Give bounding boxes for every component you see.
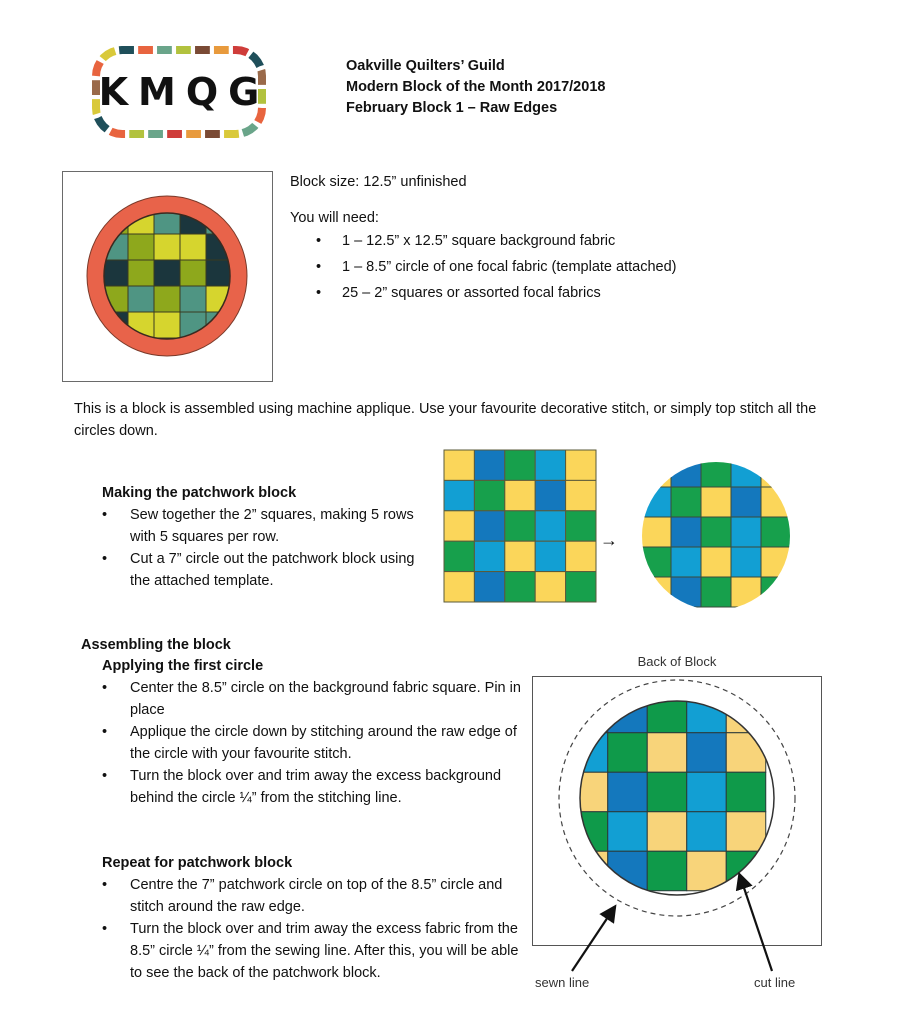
applying-title: Applying the first circle xyxy=(102,658,264,674)
repeat-steps xyxy=(102,874,522,984)
patch-square xyxy=(671,547,701,577)
patch-square xyxy=(505,511,535,541)
assembling-title: Assembling the block xyxy=(81,637,231,653)
patch-square xyxy=(701,487,731,517)
patch-square xyxy=(444,480,474,510)
finished-block-image xyxy=(62,171,273,382)
bullet-icon: • xyxy=(102,724,108,740)
patch-square xyxy=(726,693,766,733)
patch-square xyxy=(701,461,731,487)
patch-square xyxy=(671,461,701,487)
document-header xyxy=(346,56,605,119)
patch-square xyxy=(535,511,565,541)
patch-grid xyxy=(444,450,596,602)
patch-square xyxy=(568,693,608,733)
program-title: Modern Block of the Month 2017/2018 xyxy=(346,79,606,95)
materials-list xyxy=(290,228,676,306)
patch-square xyxy=(726,733,766,773)
making-title: Making the patchwork block xyxy=(102,485,297,501)
patch-square xyxy=(671,517,701,547)
bullet-icon: • xyxy=(316,285,322,301)
patch-square xyxy=(474,511,504,541)
bullet-icon: • xyxy=(102,507,108,523)
patch-square xyxy=(474,541,504,571)
bullet-icon: • xyxy=(102,877,108,893)
patch-square xyxy=(687,733,727,773)
repeat-section xyxy=(102,853,522,984)
finished-block-illustration xyxy=(63,172,271,380)
materials-item: • 25 – 2” squares or assorted focal fabrics xyxy=(290,280,676,306)
patch-square xyxy=(761,517,791,547)
patch-square xyxy=(641,547,671,577)
patch-square xyxy=(761,577,791,607)
patch-square xyxy=(701,517,731,547)
patch-square xyxy=(154,312,180,338)
back-of-block-diagram xyxy=(532,676,822,1016)
patch-square xyxy=(505,450,535,480)
step-item: • Turn the block over and trim away the excess background behind the circle ¼” from the stitching line. xyxy=(102,765,522,809)
patch-square xyxy=(566,541,596,571)
repeat-title: Repeat for patchwork block xyxy=(102,855,293,871)
patch-square xyxy=(505,541,535,571)
patch-square xyxy=(566,450,596,480)
patch-square xyxy=(566,572,596,602)
patchwork-circle-diagram xyxy=(641,461,791,611)
patch-square xyxy=(726,772,766,812)
patch-square xyxy=(474,450,504,480)
patch-square xyxy=(568,772,608,812)
patch-square xyxy=(726,851,766,891)
patch-square xyxy=(444,541,474,571)
patch-square xyxy=(731,517,761,547)
patch-grid xyxy=(641,461,791,607)
step-item: • Center the 8.5” circle on the background fabric square. Pin in place xyxy=(102,677,522,721)
bullet-icon: • xyxy=(102,680,108,696)
patch-square xyxy=(647,851,687,891)
patch-square xyxy=(128,286,154,312)
patch-square xyxy=(608,772,648,812)
bullet-icon: • xyxy=(316,233,322,249)
patch-square xyxy=(701,577,731,607)
patch-square xyxy=(726,812,766,852)
patch-square xyxy=(761,461,791,487)
patch-square xyxy=(474,480,504,510)
patch-square xyxy=(671,487,701,517)
arrow-right-icon: → xyxy=(600,530,618,550)
patch-square xyxy=(641,461,671,487)
patch-square xyxy=(731,577,761,607)
patch-square xyxy=(535,450,565,480)
patch-square xyxy=(566,511,596,541)
patch-square xyxy=(444,572,474,602)
step-item: • Cut a 7” circle out the patchwork block using the attached template. xyxy=(102,548,422,592)
patch-square xyxy=(701,547,731,577)
patch-square xyxy=(535,480,565,510)
block-size: Block size: 12.5” unfinished xyxy=(290,174,467,190)
patch-square xyxy=(128,234,154,260)
requirements xyxy=(290,172,676,306)
you-will-need-label: You will need: xyxy=(290,210,379,226)
bullet-icon: • xyxy=(316,259,322,275)
materials-item: • 1 – 8.5” circle of one focal fabric (template attached) xyxy=(290,254,676,280)
block-title: February Block 1 – Raw Edges xyxy=(346,100,558,116)
patch-square xyxy=(608,733,648,773)
patch-square xyxy=(608,812,648,852)
patch-square xyxy=(180,260,206,286)
sewn-line-arrow xyxy=(572,908,614,971)
bullet-icon: • xyxy=(102,768,108,784)
bullet-icon: • xyxy=(102,921,108,937)
patch-square xyxy=(608,693,648,733)
patch-square xyxy=(474,572,504,602)
applying-section xyxy=(102,656,522,809)
patch-square xyxy=(687,812,727,852)
step-item: • Turn the block over and trim away the excess fabric from the 8.5” circle ¼” from the sewing line. After this, you will be able to see the back of the patchwork block. xyxy=(102,918,522,984)
cut-line-label: cut line xyxy=(754,975,796,990)
patch-square xyxy=(535,541,565,571)
step-item: • Applique the circle down by stitching around the raw edge of the circle with your favourite stitch. xyxy=(102,721,522,765)
patch-grid xyxy=(568,693,766,891)
patch-square xyxy=(731,461,761,487)
sewn-line-label: sewn line xyxy=(535,975,590,990)
making-steps xyxy=(102,504,422,592)
patch-square xyxy=(128,260,154,286)
patch-square xyxy=(687,693,727,733)
patch-square xyxy=(647,733,687,773)
patch-square xyxy=(761,547,791,577)
patch-square xyxy=(154,260,180,286)
patch-square xyxy=(641,577,671,607)
materials-item: • 1 – 12.5” x 12.5” square background fabric xyxy=(290,228,676,254)
patch-square xyxy=(641,517,671,547)
step-item: • Centre the 7” patchwork circle on top of the 8.5” circle and stitch around the raw edge. xyxy=(102,874,522,918)
intro-paragraph: This is a block is assembled using machine applique. Use your favourite decorative stitch, or simply top stitch all the circles down. xyxy=(74,401,817,439)
patch-square xyxy=(671,577,701,607)
patch-square xyxy=(505,480,535,510)
cut-line-arrow xyxy=(740,876,772,971)
kmqg-logo-text: KMQG xyxy=(98,70,270,114)
patch-square xyxy=(444,511,474,541)
patch-square xyxy=(444,450,474,480)
patch-square xyxy=(154,286,180,312)
applying-steps xyxy=(102,677,522,809)
patch-square xyxy=(154,234,180,260)
patch-square xyxy=(647,693,687,733)
patch-square xyxy=(647,812,687,852)
patch-square xyxy=(647,772,687,812)
step-item: • Sew together the 2” squares, making 5 rows with 5 squares per row. xyxy=(102,504,422,548)
patch-square xyxy=(761,487,791,517)
patchwork-square-diagram xyxy=(443,449,597,603)
patch-square xyxy=(641,487,671,517)
patch-square xyxy=(505,572,535,602)
bullet-icon: • xyxy=(102,551,108,567)
making-section xyxy=(102,483,422,592)
back-of-block-label: Back of Block xyxy=(637,654,717,669)
patch-square xyxy=(568,812,608,852)
patch-square xyxy=(568,851,608,891)
patch-square xyxy=(566,480,596,510)
patch-square xyxy=(731,547,761,577)
patch-square xyxy=(180,234,206,260)
patch-square xyxy=(535,572,565,602)
patch-square xyxy=(731,487,761,517)
patch-square xyxy=(687,772,727,812)
patch-square xyxy=(568,733,608,773)
patch-square xyxy=(180,286,206,312)
guild-name: Oakville Quilters’ Guild xyxy=(346,58,505,74)
